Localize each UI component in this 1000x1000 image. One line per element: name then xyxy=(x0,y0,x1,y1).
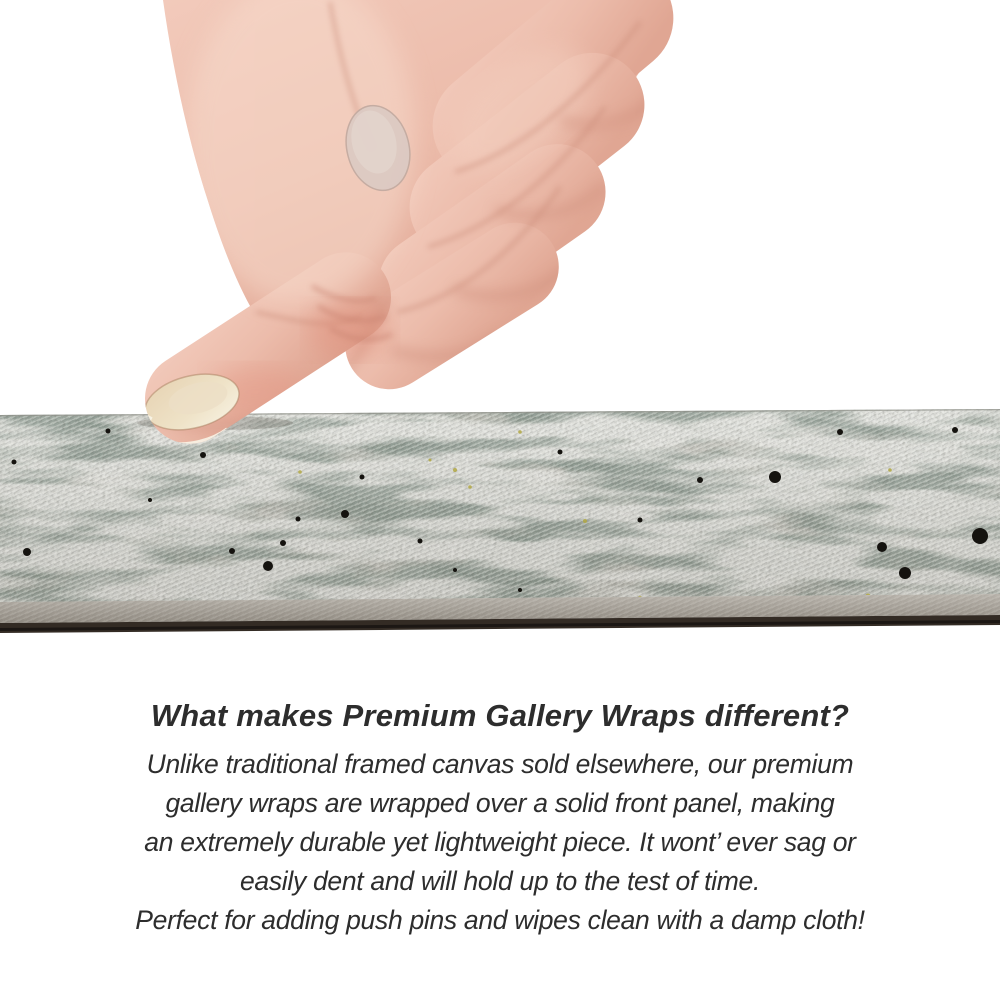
body-line-5: Perfect for adding push pins and wipes clean with a damp cloth! xyxy=(135,905,865,935)
canvas-edge-strip xyxy=(0,405,1000,633)
body-line-2: gallery wraps are wrapped over a solid front panel, making xyxy=(165,788,835,818)
hand-pressing-thumb xyxy=(128,0,696,461)
section-heading: What makes Premium Gallery Wraps different? xyxy=(150,698,850,733)
body-line-4: easily dent and will hold up to the test of time. xyxy=(239,866,761,896)
body-line-3: an extremely durable yet lightweight piece. It wont’ ever sag or xyxy=(144,827,856,857)
body-line-1: Unlike traditional framed canvas sold elsewhere, our premium xyxy=(146,749,854,779)
copy-block xyxy=(0,698,1000,940)
